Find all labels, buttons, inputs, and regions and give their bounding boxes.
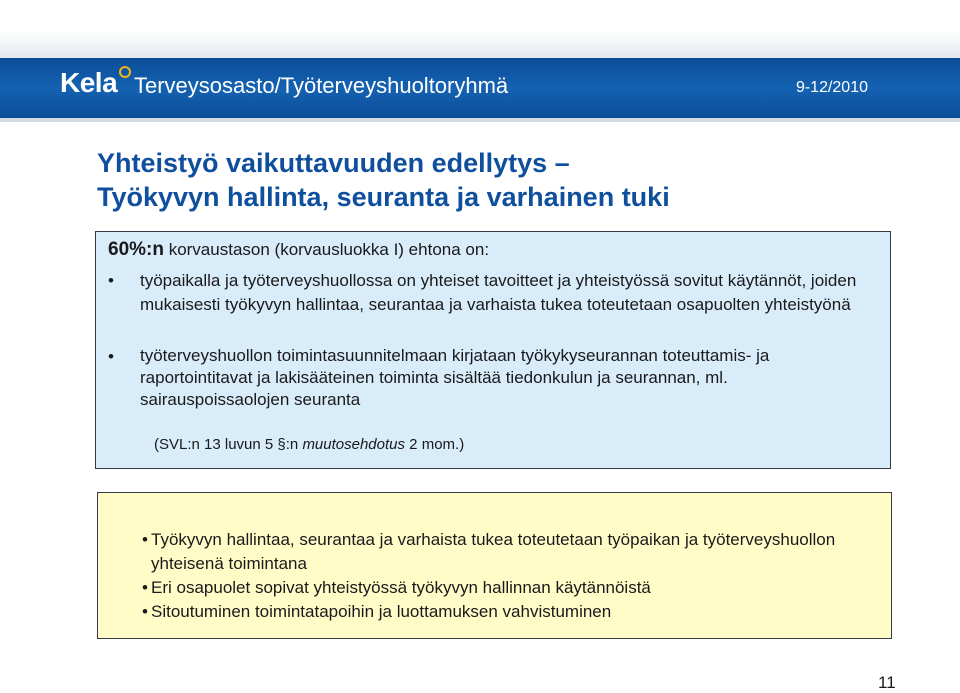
slide-header xyxy=(0,0,960,122)
summary-text: Eri osapuolet sopivat yhteistyössä työkyvyn hallinnan käytännöistä xyxy=(151,578,651,597)
bullet-icon: • xyxy=(142,578,148,597)
bullet-icon: • xyxy=(108,271,114,290)
title-line-1: Yhteistyö vaikuttavuuden edellytys – xyxy=(97,148,570,178)
bullet-text: työpaikalla ja työterveyshuollossa on yhteiset tavoitteet ja yhteistyössä sovitut käytännöt, joiden mukaisesti työkyvyn hallintaa, seurantaa ja varhaista tukea toteutetaan osapuolten yhteistyönä xyxy=(140,271,857,314)
requirement-bullet xyxy=(108,345,878,411)
page-number: 11 xyxy=(878,673,896,692)
summary-box xyxy=(97,492,892,639)
department-label: Terveysosasto/Työterveyshuoltoryhmä xyxy=(134,73,509,98)
slide-title xyxy=(97,146,897,214)
law-reference xyxy=(154,435,464,455)
title-line-2: Työkyvyn hallinta, seuranta ja varhainen tuki xyxy=(97,182,670,212)
bullet-icon: • xyxy=(142,602,148,621)
bullet-icon: • xyxy=(142,530,148,549)
bullet-icon: • xyxy=(108,347,114,366)
lead-text: korvaustason (korvausluokka I) ehtona on: xyxy=(163,240,490,259)
requirement-bullet xyxy=(108,269,878,317)
logo-registered-icon xyxy=(119,66,131,78)
requirements-box xyxy=(95,231,891,469)
summary-text: Työkyvyn hallintaa, seurantaa ja varhaista tukea toteutetaan työpaikan ja työterveyshuollon yhteisenä toimintana xyxy=(151,530,836,573)
requirements-lead xyxy=(108,238,489,262)
lead-percentage: 60%:n xyxy=(108,239,164,260)
reference-prefix: (SVL:n 13 luvun 5 §:n xyxy=(154,436,303,453)
summary-item xyxy=(144,600,884,624)
summary-item xyxy=(144,576,884,600)
bullet-text: työterveyshuollon toimintasuunnitelmaan kirjataan työkykyseurannan toteuttamis- ja raportointitavat ja lakisääteinen toiminta sisältää tiedonkulun ja seurannan, ml. sairauspoissaolojen seuranta xyxy=(140,346,770,409)
summary-list xyxy=(144,528,884,624)
kela-logo xyxy=(60,66,131,106)
slide-date: 9-12/2010 xyxy=(795,79,868,96)
reference-suffix: 2 mom.) xyxy=(405,436,465,453)
summary-text: Sitoutuminen toimintatapoihin ja luottamuksen vahvistuminen xyxy=(151,602,612,621)
reference-italic: muutosehdotus xyxy=(302,436,406,453)
logo-text: Kela xyxy=(60,67,118,98)
summary-item xyxy=(144,528,884,576)
